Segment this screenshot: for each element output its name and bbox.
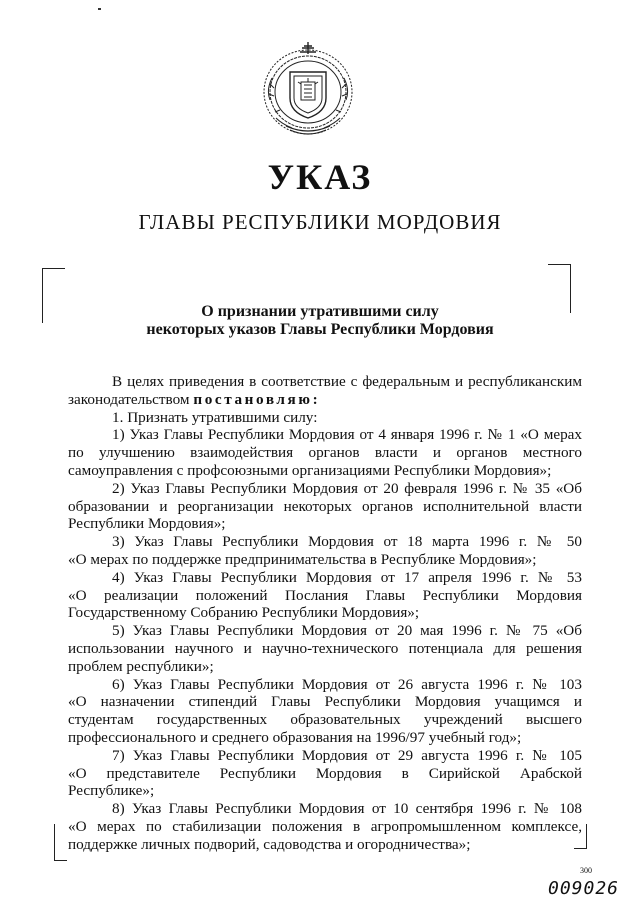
decree-heading [0,303,640,339]
item-line: 4) Указ Главы Республики Мордовия от 17 апреля 1996 г. № 53 [112,568,582,586]
item-line: «О мерах по поддержке предпринимательства в Республике Мордовия»; [68,550,537,568]
preamble-line [68,391,582,409]
item-line: «О представителе Республики Мордовия в Сирийской Арабской [68,764,582,782]
item-line: профессионального и среднего образования на 1996/97 учебный год»; [68,728,522,746]
item-line: Государственному Собранию Республики Мордовия»; [68,604,420,622]
item-line: 7) Указ Главы Республики Мордовия от 29 августа 1996 г. № 105 [112,746,582,764]
item-line: использовании научного и научно-технического потенциала для решения [68,639,582,657]
document-title: УКАЗ [267,157,373,197]
item-line: Республики Мордовия»; [68,515,226,533]
decree-body [68,373,582,854]
page-number: 300 [580,866,592,875]
heading-line: некоторых указов Главы Республики Мордовия [146,321,494,338]
clause-intro: 1. Признать утратившими силу: [112,408,318,426]
preamble-line: В целях приведения в соответствие с федеральным и республиканским [112,373,582,390]
item-line: 1) Указ Главы Республики Мордовия от 4 января 1996 г. № 1 «О мерах [112,426,582,444]
item-line: 5) Указ Главы Республики Мордовия от 20 мая 1996 г. № 75 «Об [112,622,582,640]
item-line: проблем республики»; [68,657,214,675]
item-line: 8) Указ Главы Республики Мордовия от 10 сентября 1996 г. № 108 [112,800,582,818]
item-line: 3) Указ Главы Республики Мордовия от 18 марта 1996 г. № 50 [112,533,582,551]
item-line: 2) Указ Главы Республики Мордовия от 20 февраля 1996 г. № 35 «Об [112,479,582,497]
heading-line: О признании утратившими силу [201,303,439,320]
item-line: «О мерах по стабилизации положения в агропромышленном комплексе, [68,817,582,835]
item-line: образовании и реорганизации некоторых органов исполнительной власти [68,497,582,515]
item-line: самоуправления с профсоюзными организациями Республики Мордовия»; [68,461,552,479]
document-subtitle: ГЛАВЫ РЕСПУБЛИКИ МОРДОВИЯ [138,210,502,234]
coat-of-arms-emblem [260,38,356,142]
item-line: по улучшению взаимодействия органов власти и органов местного [68,444,582,462]
item-line: студентам государственных образовательных учреждений высшего [68,711,582,729]
preamble-text: законодательством [68,390,194,408]
scan-speck [98,8,101,10]
decree-keyword: постановляю: [193,390,321,408]
archive-stamp-number: 009026 [548,878,620,899]
corner-mark-bottom-left [54,824,67,861]
item-line: поддержке личных подворий, садоводства и огородничества»; [68,835,471,853]
item-line: «О реализации положений Послания Главы Республики Мордовия [68,586,582,604]
item-line: 6) Указ Главы Республики Мордовия от 26 августа 1996 г. № 103 [112,675,582,693]
item-line: Республике»; [68,782,155,800]
item-line: «О назначении стипендий Главы Республики Мордовия учащимся и [68,693,582,711]
